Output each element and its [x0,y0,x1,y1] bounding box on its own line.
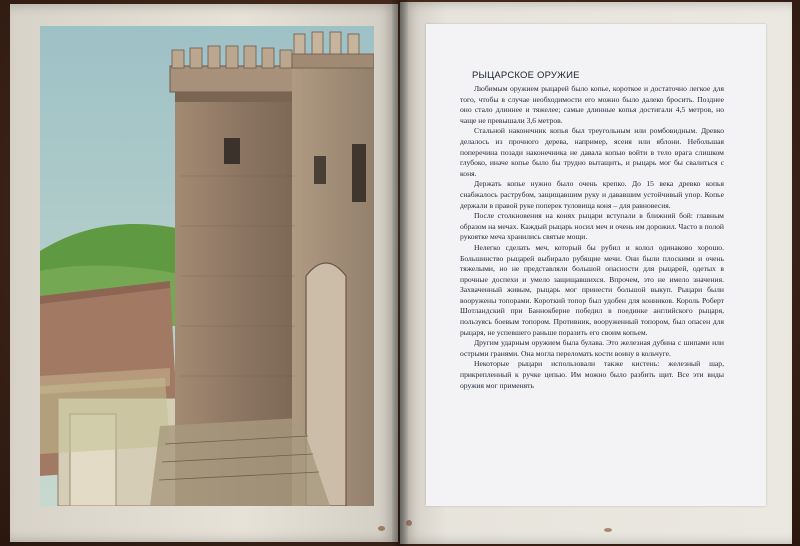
tower-window [224,138,240,164]
paragraph: Нелегко сделать меч, который бы рубил и колол одинаково хорошо. Большинство рыцарей выбирало рубящие мечи. Они были плоскими и очень тяжелыми, но не представляли большой опасности для рыцарей, одетых в прочные доспехи и умело защищавшихся. Впрочем, это не имело значения. Захваченный живым, рыцарь мог принести большой выкуп. Рыцари были вооружены топорами. Короткий топор был удобен для конников. Король Роберт Шотландский при Баннокберне победил в поединке английского рыцаря, пользуясь боевым топором. Противник, вооруженный топором, был опасен для рыцаря, не успевшего раньше поразить его своим копьем. [460,242,724,337]
article-body [460,84,724,391]
book-spine [392,0,408,546]
page-heading: РЫЦАРСКОЕ ОРУЖИЕ [472,70,580,81]
stone-bridge [150,418,330,506]
castle-drawing [40,26,374,506]
paragraph: Стальной наконечник копья был треугольным или ромбовидным. Древко делалось из прочного дерева, например, ясеня или яблони. Небольшая поперечина позади наконечника не давала копью войти в тело врага слишком глубоко, иначе копье было бы трудно вытащить, и рыцарь мог бы свалиться с коня. [460,126,724,178]
paragraph: Другим ударным оружием была булава. Это железная дубина с шипами или острыми гранями. Она могла переломать кости воину в кольчуге. [460,338,724,358]
paragraph: Любимым оружием рыцарей было копье, короткое и достаточно легкое для того, чтобы в случае необходимости его можно было далеко бросить. Позднее оно стало длиннее и тяжелее; самые длинные копья достигали 4,5 метров, но чаще не превышали 3,6 метров. [460,84,724,125]
paragraph: Держать копье нужно было очень крепко. До 15 века древко копья снабжалось раструбом, защищавшим руку и дававшим устойчивый упор. Копье держали в правой руке поперек туловища коня – для равновесия. [460,179,724,210]
paragraph: Некоторые рыцари использовали также кистень: железный шар, прикрепленный к ручке цепью. Им можно было разбить щит. Все эти виды оружия мог применять [460,359,724,390]
paragraph: После столкновения на конях рыцари вступали в ближний бой: главным образом на мечах. Каждый рыцарь носил меч и очень им дорожил. Часто в полой рукоятке меча хранились святые мощи. [460,211,724,242]
